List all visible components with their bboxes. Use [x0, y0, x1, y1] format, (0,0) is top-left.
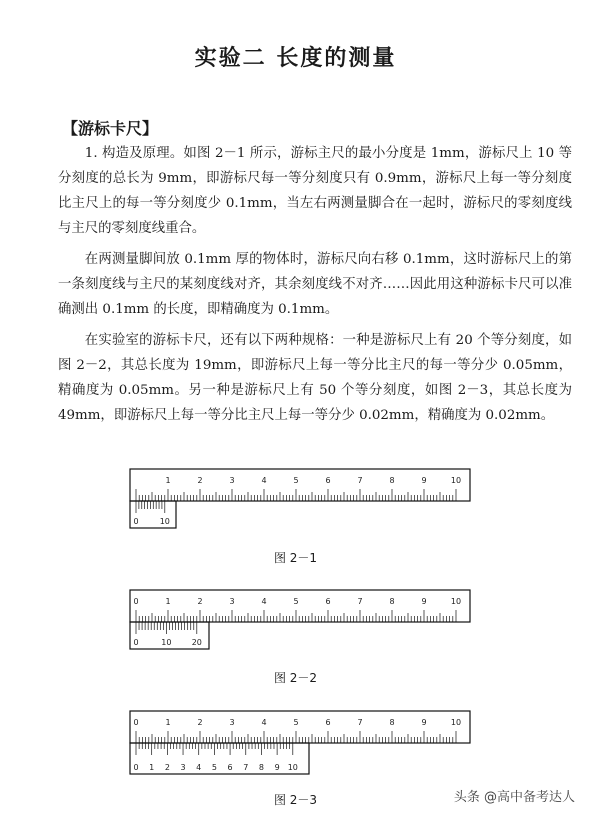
- main-scale-label: 9: [421, 597, 427, 606]
- main-scale-label: 2: [197, 718, 203, 727]
- vernier-scale-label: 8: [258, 763, 264, 772]
- main-scale-label: 3: [229, 718, 235, 727]
- vernier-scale-frame: [130, 743, 309, 774]
- vernier-scale-label: 20: [191, 638, 202, 647]
- main-scale-label: 6: [325, 718, 331, 727]
- section-heading: 【游标卡尺】: [62, 119, 159, 138]
- main-scale-label: 8: [389, 476, 395, 485]
- main-scale-label: 3: [229, 597, 235, 606]
- main-scale-label: 4: [261, 718, 267, 727]
- main-scale-label: 10: [450, 597, 462, 606]
- vernier-scale-label: 10: [161, 638, 172, 647]
- main-scale-frame: [130, 469, 470, 501]
- vernier-scale-label: 2: [164, 763, 170, 772]
- vernier-scale-label: 5: [211, 763, 217, 772]
- main-scale-label: 8: [389, 597, 395, 606]
- vernier-scale-label: 6: [227, 763, 233, 772]
- figure-caption: 图 2－1: [273, 551, 318, 565]
- paragraph-specs: 在实验室的游标卡尺，还有以下两种规格：一种是游标尺上有 20 个等分刻度，如图 2－2，其总长度为 19mm，即游标尺上每一等分比主尺的每一等分少 0.05mm，精确度为 0.05mm。另一种是游标尺上有 50 个等分刻度，如图 2－3，其总长度为 49mm，即游标尺上每一等分比主尺上每一等分少 0.02mm，精确度为 0.02mm。: [58, 333, 572, 423]
- main-scale-label: 7: [357, 597, 363, 606]
- vernier-scale-label: 0: [133, 763, 139, 772]
- main-scale-label: 0: [133, 718, 139, 727]
- page-title: 实验二 长度的测量: [194, 45, 397, 71]
- main-scale-label: 7: [357, 476, 363, 485]
- main-scale-frame: [130, 711, 470, 743]
- vernier-scale-label: 10: [287, 763, 298, 772]
- main-scale-label: 2: [197, 476, 203, 485]
- main-scale-label: 1: [165, 597, 171, 606]
- paragraph-precision: 在两测量脚间放 0.1mm 厚的物体时，游标尺向右移 0.1mm，这时游标尺上的第一条刻度线与主尺的某刻度线对齐，其余刻度线不对齐……因此用这种游标卡尺可以准确测出 0.1mm 的长度，即精确度为 0.1mm。: [58, 252, 572, 317]
- main-scale-label: 5: [293, 476, 299, 485]
- main-scale-label: 8: [389, 718, 395, 727]
- watermark: 头条 @高中备考达人: [453, 790, 575, 805]
- vernier-scale-label: 0: [133, 638, 139, 647]
- main-scale-label: 6: [325, 476, 331, 485]
- main-scale-label: 5: [293, 718, 299, 727]
- main-scale-frame: [130, 590, 470, 622]
- vernier-scale-label: 9: [274, 763, 280, 772]
- body-text: [58, 141, 572, 434]
- vernier-scale-label: 1: [149, 763, 155, 772]
- vernier-scale-label: 3: [180, 763, 186, 772]
- vernier-scale-frame: [130, 501, 176, 528]
- paragraph-principle: 1. 构造及原理。如图 2－1 所示，游标主尺的最小分度是 1mm，游标尺上 10 等分刻度的总长为 9mm，即游标尺每一等分刻度只有 0.9mm，游标尺上每一等分刻度比主尺上的每一等分刻度少 0.1mm，当左右两测量脚合在一起时，游标尺的零刻度线与主尺的零刻度线重合。: [58, 146, 572, 236]
- main-scale-label: 4: [261, 476, 267, 485]
- main-scale-label: 0: [133, 597, 139, 606]
- main-scale-label: 9: [421, 718, 427, 727]
- figure-caption: 图 2－2: [273, 671, 318, 685]
- main-scale-label: 2: [197, 597, 203, 606]
- vernier-scale-label: 10: [159, 517, 170, 526]
- main-scale-label: 3: [229, 476, 235, 485]
- main-scale-label: 6: [325, 597, 331, 606]
- vernier-scale-frame: [130, 622, 209, 649]
- main-scale-label: 1: [165, 476, 171, 485]
- figure-caption: 图 2－3: [273, 793, 318, 807]
- main-scale-label: 9: [421, 476, 427, 485]
- vernier-scale-label: 0: [133, 517, 139, 526]
- main-scale-label: 4: [261, 597, 267, 606]
- main-scale-label: 5: [293, 597, 299, 606]
- vernier-scale-label: 4: [196, 763, 202, 772]
- main-scale-label: 1: [165, 718, 171, 727]
- main-scale-label: 10: [450, 718, 462, 727]
- vernier-scale-label: 7: [243, 763, 249, 772]
- main-scale-label: 10: [450, 476, 462, 485]
- main-scale-label: 7: [357, 718, 363, 727]
